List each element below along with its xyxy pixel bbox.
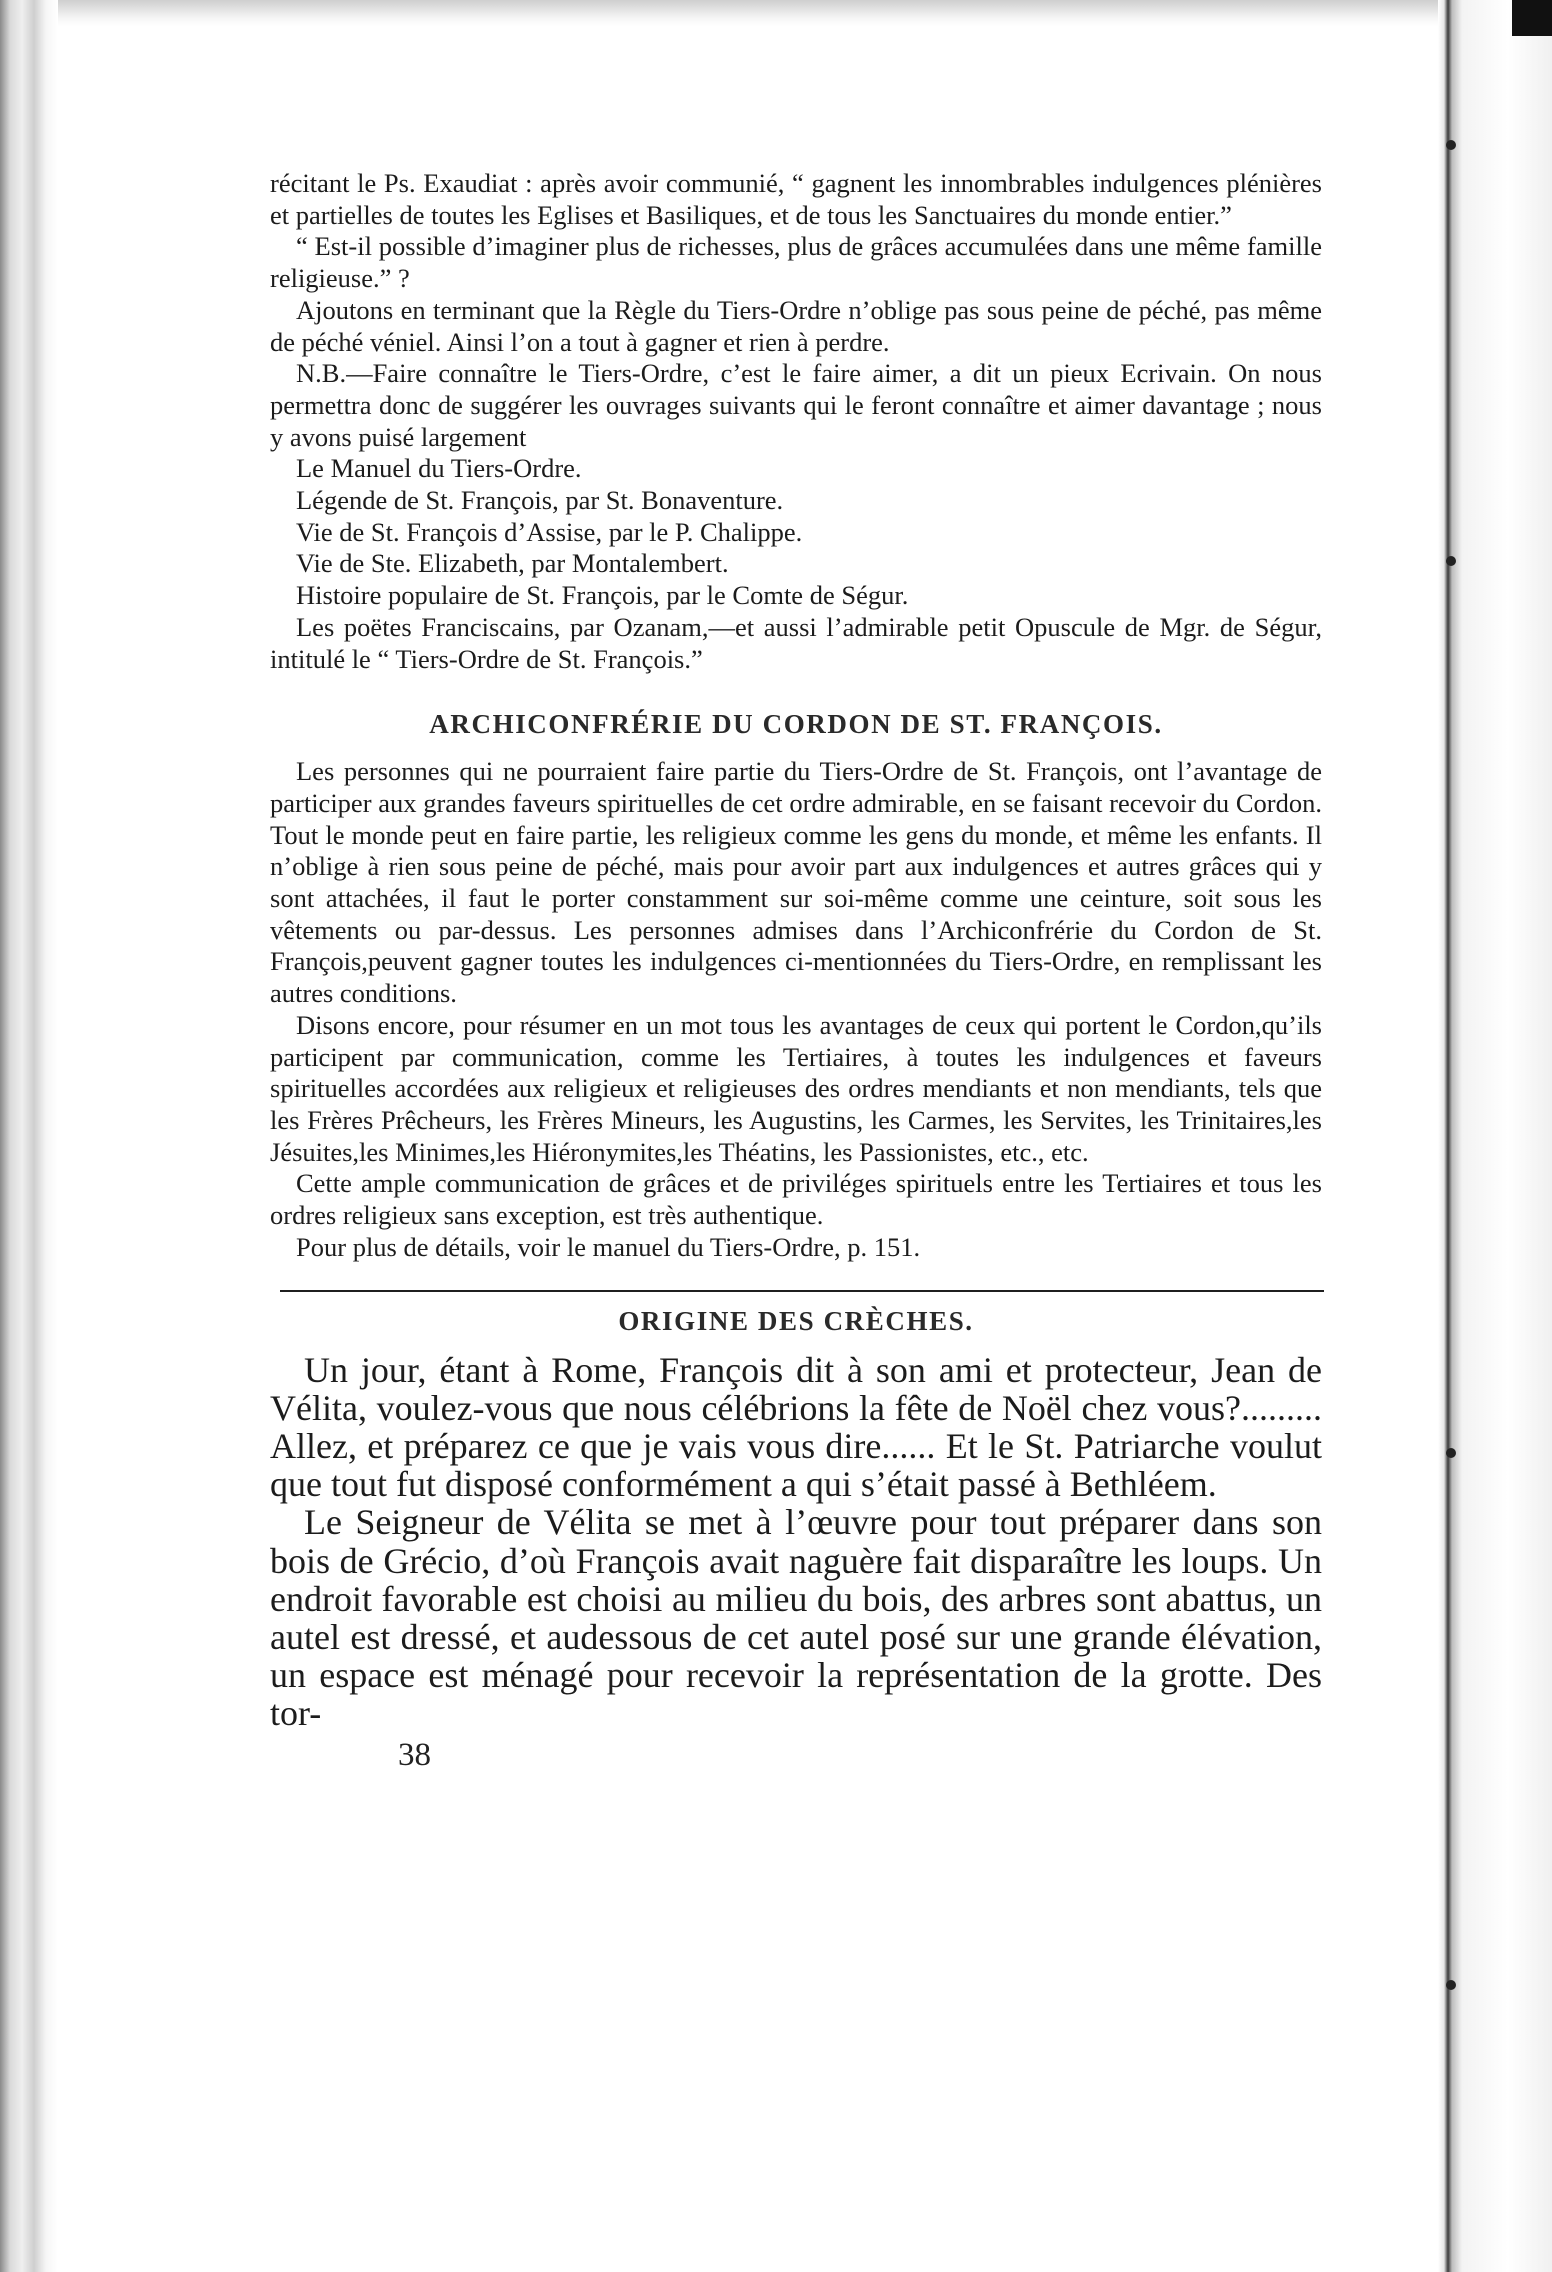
- paragraph: N.B.—Faire connaître le Tiers-Ordre, c’est le faire aimer, a dit un pieux Ecrivain. On nous permettra donc de suggérer les ouvrages suivants qui le feront connaître et aimer davantage ; nous y avons puisé largement: [270, 358, 1322, 452]
- section-heading-cordon: ARCHICONFRÉRIE DU CORDON DE ST. FRANÇOIS.: [429, 709, 1163, 740]
- section-divider: [280, 1290, 1324, 1292]
- scan-corner: [1512, 0, 1552, 36]
- scan-top-edge: [0, 0, 1552, 26]
- paragraph: récitant le Ps. Exaudiat : après avoir communié, “ gagnent les innombrables indulgences plénières et partielles de toutes les Eglises et Basiliques, et de tous les Sanctuaires du monde entier.”: [270, 168, 1322, 230]
- creches-section: [270, 1351, 1322, 1733]
- book-reference: Légende de St. François, par St. Bonaventure.: [296, 485, 784, 516]
- book-reference: Vie de St. François d’Assise, par le P. Chalippe.: [296, 516, 803, 547]
- paragraph: Pour plus de détails, voir le manuel du Tiers-Ordre, p. 151.: [296, 1231, 921, 1262]
- book-reference: Les poëtes Franciscains, par Ozanam,—et aussi l’admirable petit Opuscule de Mgr. de Ségur, intitulé le “ Tiers-Ordre de St. François.”: [270, 611, 1322, 674]
- binding-mark: [1446, 556, 1456, 566]
- paragraph: Les personnes qui ne pourraient faire partie du Tiers-Ordre de St. François, ont l’avantage de participer aux grandes faveurs spirituelles de cet ordre admirable, en se faisant recevoir du Cordon. Tout le monde peut en faire partie, les religieux comme les gens du monde, et même les enfants. Il n’oblige à rien sous peine de péché, mais pour avoir part aux indulgences et autres grâces qui y sont attachées, il faut le porter constamment sur soi-même comme une ceinture, soit sous les vêtements ou par-dessus. Les personnes admises dans l’Archiconfrérie du Cordon de St. François,peuvent gagner toutes les indulgences ci-mentionnées du Tiers-Ordre, en remplissant les autres conditions.: [270, 756, 1322, 1009]
- page-number: 38: [398, 1736, 431, 1773]
- book-reference: Vie de Ste. Elizabeth, par Montalembert.: [296, 548, 729, 579]
- cordon-section: [270, 756, 1322, 1263]
- book-reference: Le Manuel du Tiers-Ordre.: [296, 453, 582, 484]
- book-page: [270, 168, 1322, 1774]
- paragraph: Cette ample communication de grâces et de priviléges spirituels entre les Tertiaires et tous les ordres religieux sans exception, est très authentique.: [270, 1168, 1322, 1231]
- paragraph: Le Seigneur de Vélita se met à l’œuvre pour tout préparer dans son bois de Grécio, d’où François avait naguère fait disparaître les loups. Un endroit favorable est choisi au milieu du bois, des arbres sont abattus, un autel est dressé, et audessous de cet autel posé sur une grande élévation, un espace est ménagé pour recevoir la représentation de la grotte. Des tor-: [270, 1502, 1322, 1734]
- binding-mark: [1446, 1980, 1456, 1990]
- book-reference: Histoire populaire de St. François, par le Comte de Ségur.: [296, 580, 909, 611]
- binding-mark: [1446, 1448, 1456, 1458]
- paragraph: “ Est-il possible d’imaginer plus de richesses, plus de grâces accumulées dans une même famille religieuse.” ?: [270, 231, 1322, 294]
- paragraph: Ajoutons en terminant que la Règle du Tiers-Ordre n’oblige pas sous peine de péché, pas même de péché véniel. Ainsi l’on a tout à gagner et rien à perdre.: [270, 294, 1322, 357]
- binding-mark: [1446, 140, 1456, 150]
- intro-block: [270, 168, 1322, 675]
- section-heading-creches: ORIGINE DES CRÈCHES.: [618, 1305, 974, 1336]
- paragraph: Disons encore, pour résumer en un mot tous les avantages de ceux qui portent le Cordon,qu’ils participent par communication, comme les Tertiaires, à toutes les indulgences et faveurs spirituelles accordées aux religieux et religieuses des ordres mendiants et non mendiants, tels que les Frères Prêcheurs, les Frères Mineurs, les Augustins, les Carmes, les Servites, les Trinitaires,les Jésuites,les Minimes,les Hiéronymites,les Théatins, les Passionistes, etc., etc.: [270, 1009, 1322, 1167]
- scan-left-edge: [0, 0, 58, 2272]
- paragraph: Un jour, étant à Rome, François dit à son ami et protecteur, Jean de Vélita, voulez-vous que nous célébrions la fête de Noël chez vous?......... Allez, et préparez ce que je vais vous dire...... Et le St. Patriarche voulut que tout fut disposé conformément a qui s’était passé à Bethléem.: [270, 1349, 1322, 1505]
- scan-right-edge: [1438, 0, 1552, 2272]
